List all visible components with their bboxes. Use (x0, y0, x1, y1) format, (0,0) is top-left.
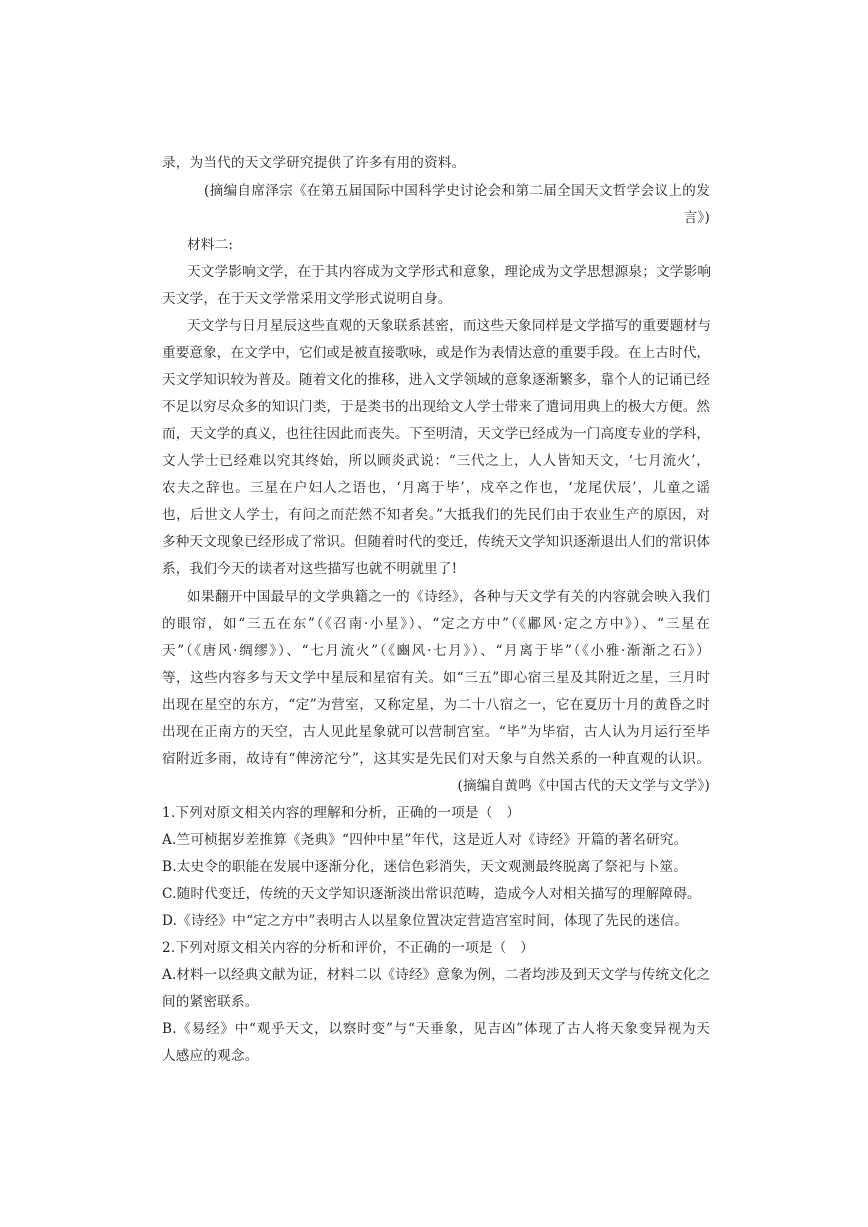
text-line: 文人学士已经难以究其终始，所以顾炎武说：“三代之上，人人皆知天文，‘七月流火’， (162, 453, 710, 469)
text-line: 天”（《唐风·绸缪》）、“七月流火”（《豳风·七月》）、“月离于毕”（《小雅·渐渐之石》） (162, 643, 710, 659)
citation-line: (摘编自黄鸣《中国古代的天文学与文学》) (457, 778, 710, 794)
option-b-continued: 人感应的观念。 (162, 1048, 259, 1064)
text-line: 录，为当代的天文学研究提供了许多有用的资料。 (162, 155, 466, 171)
text-line: 的眼帘，如“三五在东”（《召南·小星》）、“定之方中”（《鄘风·定之方中》）、“三星在 (162, 616, 710, 632)
text-line: 出现在星空的东方，“定”为营室，又称定星，为二十八宿之一，它在夏历十月的黄昏之时 (162, 697, 710, 713)
section-heading: 材料二: (187, 237, 234, 253)
text-line: 农夫之辞也。三星在户妇人之语也，‘月离于毕’，戍卒之作也，‘龙尾伏辰’，儿童之谣 (162, 480, 710, 496)
text-line: 出现在正南方的天空，古人见此星象就可以营制宫室。“毕”为毕宿，古人认为月运行至毕 (162, 724, 710, 740)
option-a-continued: 间的紧密联系。 (162, 994, 259, 1010)
option-b: B.《易经》中“观乎天文，以察时变”与“天垂象，见吉凶”体现了古人将天象变异视为天 (162, 1021, 710, 1037)
question-2: 2.下列对原文相关内容的分析和评价，不正确的一项是（ ） (162, 940, 535, 956)
text-line: 天文学知识较为普及。随着文化的推移，进入文学领域的意象逐渐繁多，靠个人的记诵已经 (162, 372, 710, 388)
option-b: B.太史令的职能在发展中逐渐分化，迷信色彩消失，天文观测最终脱离了祭祀与卜筮。 (162, 859, 688, 875)
text-line: 宿附近多雨，故诗有“俾滂沱兮”，这其实是先民们对天象与自然关系的一种直观的认识。 (162, 751, 710, 767)
text-line: 不足以穷尽众多的知识门类，于是类书的出现给文人学士带来了遣词用典上的极大方便。然 (162, 399, 710, 415)
text-line: 天文学与日月星辰这些直观的天象联系甚密，而这些天象同样是文学描写的重要题材与 (187, 318, 712, 334)
citation-line: 言》) (683, 210, 710, 226)
question-1: 1.下列对原文相关内容的理解和分析，正确的一项是（ ） (162, 805, 521, 821)
text-line: 等，这些内容多与天文学中星辰和星宿有关。如“三五”即心宿三星及其附近之星，三月时 (162, 670, 710, 686)
text-line: 天文学影响文学，在于其内容成为文学形式和意象，理论成为文学思想源泉；文学影响 (187, 264, 712, 280)
text-line: 也，后世文人学士，有问之而茫然不知者矣。”大抵我们的先民们由于农业生产的原因，对 (162, 507, 710, 523)
text-line: 重要意象，在文学中，它们或是被直接歌咏，或是作为表情达意的重要手段。在上古时代， (162, 345, 710, 361)
text-line: 而，天文学的真义，也往往因此而丧失。下至明清，天文学已经成为一门高度专业的学科， (162, 426, 710, 442)
text-line: 如果翻开中国最早的文学典籍之一的《诗经》，各种与天文学有关的内容就会映入我们 (187, 589, 710, 605)
option-c: C.随时代变迁，传统的天文学知识逐渐淡出常识范畴，造成今人对相关描写的理解障碍。 (162, 886, 701, 902)
text-line: 多种天文现象已经形成了常识。但随着时代的变迁，传统天文学知识逐渐退出人们的常识体 (162, 534, 710, 550)
citation-line: (摘编自席泽宗《在第五届国际中国科学史讨论会和第二届全国天文哲学会议上的发 (204, 183, 710, 199)
text-line: 系，我们今天的读者对这些描写也就不明就里了! (162, 561, 458, 577)
option-a: A.竺可桢据岁差推算《尧典》“四仲中星”年代，这是近人对《诗经》开篇的著名研究。 (162, 832, 688, 848)
option-d: D.《诗经》中“定之方中”表明古人以星象位置决定营造宫室时间，体现了先民的迷信。 (162, 913, 689, 929)
text-line: 天文学，在于天文学常采用文学形式说明自身。 (162, 291, 452, 307)
option-a: A.材料一以经典文献为证，材料二以《诗经》意象为例，二者均涉及到天文学与传统文化之 (162, 967, 710, 983)
